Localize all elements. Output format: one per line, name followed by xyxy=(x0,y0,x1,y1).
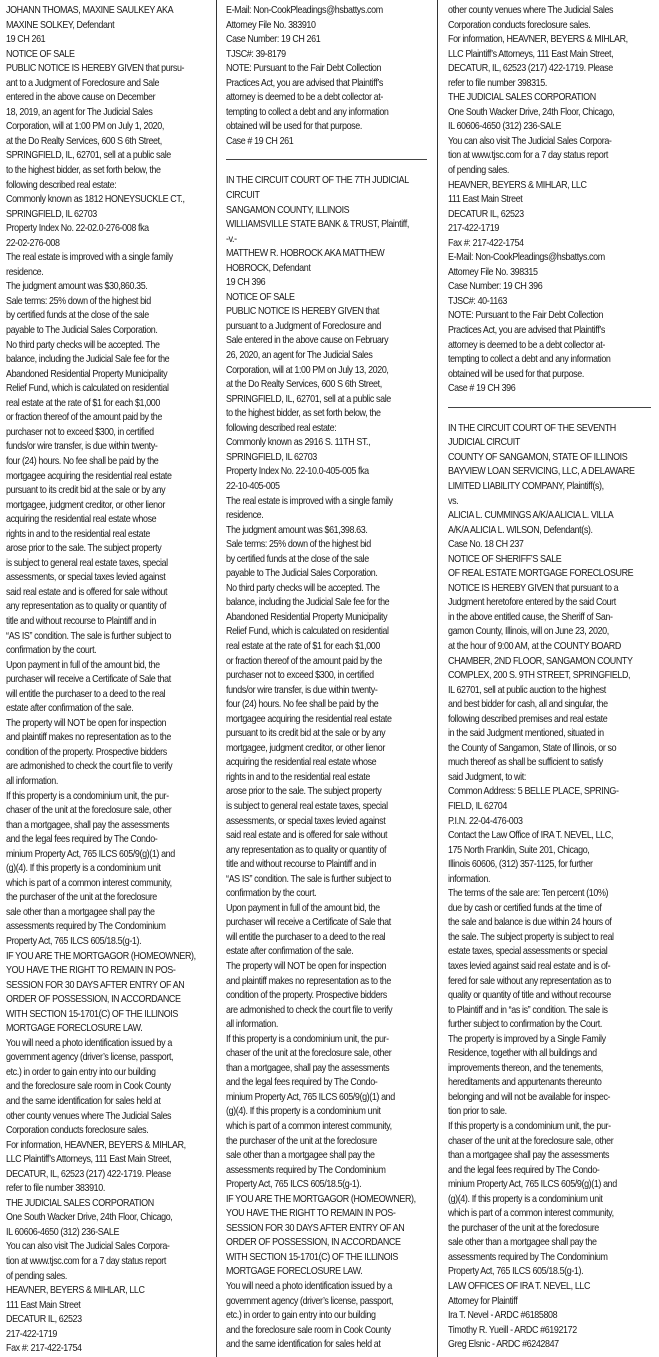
notice-text-line: residence. xyxy=(6,266,44,278)
notice-text-line: in the said Judgment mentioned, situated in xyxy=(448,728,604,740)
notice-text-line: information. xyxy=(448,873,491,885)
notice-text-line: DECATUR, IL, 62523 (217) 422-1719. Please xyxy=(448,63,613,75)
notice-text-line: title and without recourse to Plaintiff and in xyxy=(226,859,376,871)
notice-text-line: IL 60606-4650 (312) 236-SALE xyxy=(6,1226,120,1238)
notice-text-line: Sale terms: 25% down of the highest bid xyxy=(226,539,371,551)
notice-text-line: JOHANN THOMAS, MAXINE SAULKEY AKA xyxy=(6,5,174,16)
notice-text-line: Property Act, 765 ILCS 605/18.5(g-1). xyxy=(6,936,142,947)
notice-text-line: mortgagee, judgment creditor, or other lienor xyxy=(226,742,385,754)
notice-text-line: are admonished to check the court file to verify xyxy=(226,1004,393,1016)
notice-text-line: condition of the property. Prospective bidders xyxy=(6,746,167,758)
notice-text-line: and the legal fees required by The Condo- xyxy=(226,1077,378,1089)
notice-text-line: purchaser will receive a Certificate of Sale that xyxy=(226,917,391,929)
notice-text-line: or fraction thereof of the amount paid by the xyxy=(226,655,382,667)
notice-text-line: Sale entered in the above cause on February xyxy=(226,335,389,347)
notice-text-line: No third party checks will be accepted. The xyxy=(6,339,160,351)
notice-text-line: tion at www.tjsc.com for a 7 day status report xyxy=(6,1256,167,1268)
column-1 xyxy=(0,0,216,1357)
notice-text-line: LIMITED LIABILITY COMPANY, Plaintiff(s), xyxy=(448,480,604,492)
notice-text-line: the sale and balance is due within 24 hours of xyxy=(448,917,612,929)
notice-text-line: If this property is a condominium unit, the pur- xyxy=(226,1033,389,1045)
notice-text-line: “AS IS” condition. The sale is further subject to xyxy=(6,630,172,642)
notice-text-line: and plaintiff makes no representation as to the xyxy=(6,732,171,744)
notice-text-line: rights in and to the residential real estate xyxy=(6,528,150,540)
notice-text-line: minium Property Act, 765 ILCS 605/9(g)(1) and xyxy=(6,848,175,860)
notice-text-line: Attorney File No. 398315 xyxy=(448,266,538,278)
notice-text-line: is subject to general real estate taxes, special xyxy=(226,800,388,812)
notice-text-line: 19 CH 261 xyxy=(6,34,46,46)
notice-text-line: Fax #: 217-422-1754 xyxy=(6,1343,82,1355)
notice-text-line: confirmation by the court. xyxy=(226,888,317,900)
notice-text-line: tion at www.tjsc.com for a 7 day status report xyxy=(448,150,609,162)
notice-text-line: Attorney File No. 383910 xyxy=(226,19,316,31)
notice-text-line: chaser of the unit at the foreclosure sale, other xyxy=(226,1048,392,1060)
notice-text-line: Corporation conducts foreclosure sales. xyxy=(6,1125,149,1137)
notice-text-line: real estate at the rate of $1 for each $1,000 xyxy=(226,640,380,652)
notice-text-line: the purchaser of the unit at the foreclosure xyxy=(6,892,157,904)
notice-text-line: Contact the Law Office of IRA T. NEVEL, LLC, xyxy=(448,830,613,842)
notice-text-line: pursuant to its credit bid at the sale or by any xyxy=(6,485,166,497)
notice-text-line: OF REAL ESTATE MORTGAGE FORECLOSURE xyxy=(448,568,634,580)
notice-text-line: and the legal fees required by The Condo- xyxy=(6,834,158,846)
notice-text-line: said real estate and is offered for sale without xyxy=(6,586,168,598)
notice-text-line: which is part of a common interest community, xyxy=(448,1208,614,1220)
notice-text-line: IF YOU ARE THE MORTGAGOR (HOMEOWNER), xyxy=(226,1193,416,1205)
notice-text-line: improvements thereon, and the tenements, xyxy=(448,1062,603,1074)
notice-text-line: Relief Fund, which is calculated on residential xyxy=(6,383,169,395)
notice-text-line: The property is improved by a Single Family xyxy=(448,1033,606,1045)
notice-text-line: THE JUDICIAL SALES CORPORATION xyxy=(448,92,596,104)
notice-text-line: all information. xyxy=(6,775,58,787)
notice-text-line: For information, HEAVNER, BEYERS & MIHLAR, xyxy=(6,1139,186,1151)
notice-text-line: DECATUR, IL, 62523 (217) 422-1719. Please xyxy=(6,1168,171,1180)
notice-text-line: is subject to general real estate taxes, special xyxy=(6,557,168,569)
notice-text-line: purchaser not to exceed $300, in certified xyxy=(6,426,154,438)
notice-text-line: IN THE CIRCUIT COURT OF THE 7TH JUDICIAL xyxy=(226,175,409,187)
notice-text-line: COMPLEX, 200 S. 9TH STREET, SPRINGFIELD, xyxy=(448,670,631,682)
notice-text-line: MORTGAGE FORECLOSURE LAW. xyxy=(226,1266,363,1278)
column-3 xyxy=(437,0,659,1357)
notice-text-line: than a mortgagee shall pay the assessments xyxy=(448,1150,610,1162)
notice-text-line: and the foreclosure sale room in Cook County xyxy=(6,1081,171,1093)
notice-text-line: SPRINGFIELD, IL 62703 xyxy=(6,208,97,220)
notice-text-line: belonging and will not be available for inspec- xyxy=(448,1091,611,1103)
notice-text-line: SESSION FOR 30 DAYS AFTER ENTRY OF AN xyxy=(6,979,185,991)
notice-text-line: refer to file number 398315. xyxy=(448,77,547,89)
notice-text-line: You will need a photo identification issued by a xyxy=(6,1037,172,1049)
notice-text-line: One South Wacker Drive, 24th Floor, Chicago, xyxy=(6,1212,173,1224)
notice-text-line: acquiring the residential real estate whose xyxy=(6,514,157,526)
notice-text-line: Corporation conducts foreclosure sales. xyxy=(448,19,591,31)
notice-text-line: in the above entitled cause, the Sheriff of San- xyxy=(448,611,613,623)
notice-text-line: PUBLIC NOTICE IS HEREBY GIVEN that xyxy=(226,306,380,318)
notice-text-line: minium Property Act, 765 ILCS 605/9(g)(1) and xyxy=(226,1091,395,1103)
notice-text-line: 111 East Main Street xyxy=(448,194,523,206)
notice-text-line: further subject to confirmation by the Court. xyxy=(448,1019,602,1031)
notice-text-line: TJSC#: 40-1163 xyxy=(448,295,507,307)
notice-text-line: Ira T. Nevel - ARDC #6185808 xyxy=(448,1310,558,1322)
notice-text-line: government agency (driver’s license, passport, xyxy=(6,1052,174,1064)
notice-text-line: Residence, together with all buildings and xyxy=(448,1048,597,1060)
notice-separator-rule xyxy=(226,159,427,160)
notice-text-line: Judgment heretofore entered by the said Court xyxy=(448,597,616,609)
notice-text-line: 26, 2020, an agent for The Judicial Sales xyxy=(226,350,373,362)
notice-text-line: MAXINE SOLKEY, Defendant xyxy=(6,19,115,31)
notice-text-line: Commonly known as 1812 HONEYSUCKLE CT., xyxy=(6,194,185,206)
notice-text-line: said Judgment, to wit: xyxy=(448,771,526,783)
notice-text-line: to Plaintiff and in “as is” condition. The sale is xyxy=(448,1004,608,1016)
notice-text-line: The judgment amount was $61,398.63. xyxy=(226,524,368,536)
notice-text-line: Case # 19 CH 396 xyxy=(448,383,516,395)
notice-text-line: the sale. The subject property is subject to real xyxy=(448,931,614,943)
notice-text-line: the purchaser of the unit at the foreclosure xyxy=(226,1135,377,1147)
notice-text-line: ALICIA L. CUMMINGS A/K/A ALICIA L. VILLA xyxy=(448,510,614,522)
notice-text-line: LLC Plaintiff’s Attorneys, 111 East Main Street, xyxy=(448,48,614,60)
notice-text-line: will entitle the purchaser to a deed to the real xyxy=(226,931,386,943)
notice-text-line: CHAMBER, 2ND FLOOR, SANGAMON COUNTY xyxy=(448,655,633,667)
notice-text-line: gamon County, Illinois, will on June 23, 2020, xyxy=(448,626,609,638)
column-2 xyxy=(216,0,437,1357)
notice-text-line: Upon payment in full of the amount bid, the xyxy=(6,659,160,671)
notice-text-line: Property Index No. 22-02.0-276-008 fka xyxy=(6,223,149,235)
notice-text-line: will entitle the purchaser to a deed to the real xyxy=(6,688,166,700)
notice-text-line: assessments, or special taxes levied against xyxy=(6,572,166,584)
notice-text-line: The judgment amount was $30,860.35. xyxy=(6,281,148,293)
notice-text-line: NOTICE OF SALE xyxy=(226,291,295,303)
notice-text-line: taxes levied against said real estate and is of- xyxy=(448,961,611,972)
notice-text-line: THE JUDICIAL SALES CORPORATION xyxy=(6,1197,154,1209)
notice-text-line: balance, including the Judicial Sale fee for the xyxy=(6,354,170,366)
notice-separator-rule xyxy=(448,407,651,408)
notice-text-line: hereditaments and appurtenants thereunto xyxy=(448,1077,602,1089)
notice-text-line: (g)(4). If this property is a condominium unit xyxy=(226,1106,381,1118)
notice-text-line: following described premises and real estate xyxy=(448,713,608,725)
notice-text-line: The terms of the sale are: Ten percent (10%) xyxy=(448,888,609,900)
notice-text-line: ant to a Judgment of Foreclosure and Sale xyxy=(6,77,160,89)
notice-text-line: E-Mail: Non-CookPleadings@hsbattys.com xyxy=(448,252,605,264)
notice-text-line: DECATUR IL, 62523 xyxy=(6,1314,82,1326)
notice-text-line: One South Wacker Drive, 24th Floor, Chicago, xyxy=(448,106,615,118)
notice-text-line: four (24) hours. No fee shall be paid by the xyxy=(226,699,379,711)
notice-text-line: ORDER OF POSSESSION, IN ACCORDANCE xyxy=(6,994,181,1006)
notice-text-line: Case No. 18 CH 237 xyxy=(448,539,524,551)
notice-text-line: 217-422-1719 xyxy=(6,1328,58,1340)
notice-text-line: (g)(4). If this property is a condominium unit xyxy=(6,863,161,875)
notice-text-line: WITH SECTION 15-1701(C) OF THE ILLINOIS xyxy=(226,1251,398,1263)
notice-text-line: COUNTY OF SANGAMON, STATE OF ILLINOIS xyxy=(448,451,628,463)
notice-text-line: MORTGAGE FORECLOSURE LAW. xyxy=(6,1023,143,1035)
notice-text-line: following described real estate: xyxy=(6,179,117,191)
notice-text-line: 217-422-1719 xyxy=(448,223,500,235)
notice-text-line: by certified funds at the close of the sale xyxy=(6,310,149,322)
notice-text-line: any representation as to quality or quantity of xyxy=(226,844,387,856)
notice-text-line: The real estate is improved with a single family xyxy=(6,252,173,264)
notice-text-line: chaser of the unit at the foreclosure sale, other xyxy=(6,805,172,817)
notice-text-line: Property Index No. 22-10.0-405-005 fka xyxy=(226,466,369,478)
notice-text-line: MATTHEW R. HOBROCK AKA MATTHEW xyxy=(226,248,385,260)
notice-text-line: NOTICE IS HEREBY GIVEN that pursuant to a xyxy=(448,582,619,594)
notice-text-line: Abandoned Residential Property Municipality xyxy=(226,611,388,623)
notice-text-line: You will need a photo identification issued by a xyxy=(226,1281,392,1293)
notice-text-line: purchaser will receive a Certificate of Sale that xyxy=(6,674,171,686)
notice-text-line: SPRINGFIELD, IL, 62701, sell at a public sale xyxy=(226,393,391,405)
notice-text-line: Commonly known as 2916 S. 11TH ST., xyxy=(226,437,371,449)
notice-text-line: IF YOU ARE THE MORTGAGOR (HOMEOWNER), xyxy=(6,950,196,962)
notice-text-line: You can also visit The Judicial Sales Corpora- xyxy=(448,135,612,147)
notice-text-line: -v.- xyxy=(226,233,237,245)
notice-text-line: funds/or wire transfer, is due within twenty- xyxy=(6,441,158,453)
notice-text-line: tempting to collect a debt and any information xyxy=(226,106,389,118)
notice-text-line: minium Property Act, 765 ILCS 605/9(g)(1) and xyxy=(448,1179,617,1191)
notice-text-line: 111 East Main Street xyxy=(6,1299,81,1311)
notice-text-line: title and without recourse to Plaintiff and in xyxy=(6,615,156,627)
notice-text-line: A/K/A ALICIA L. WILSON, Defendant(s). xyxy=(448,524,593,536)
notice-text-line: all information. xyxy=(226,1019,278,1031)
notice-text-line: mortgagee, judgment creditor, or other lienor xyxy=(6,499,165,511)
notice-text-line: confirmation by the court. xyxy=(6,645,97,657)
notice-text-line: NOTICE OF SALE xyxy=(6,48,75,60)
notice-text-line: Greg Elsnic - ARDC #6242847 xyxy=(448,1339,559,1351)
notice-text-line: real estate at the rate of $1 for each $1,000 xyxy=(6,397,160,409)
notice-text-line: E-Mail: Non-CookPleadings@hsbattys.com xyxy=(226,5,383,16)
notice-text-line: Sale terms: 25% down of the highest bid xyxy=(6,295,151,307)
notice-text-line: HEAVNER, BEYERS & MIHLAR, LLC xyxy=(6,1285,145,1297)
notice-text-line: funds/or wire transfer, is due within twenty- xyxy=(226,684,378,696)
notice-text-line: You can also visit The Judicial Sales Corpora- xyxy=(6,1241,170,1253)
notice-text-line: 19 CH 396 xyxy=(226,277,266,289)
notice-text-line: WILLIAMSVILLE STATE BANK & TRUST, Plaintiff, xyxy=(226,219,409,231)
notice-text-line: much thereof as shall be sufficient to satisfy xyxy=(448,757,603,769)
notice-text-line: CIRCUIT xyxy=(226,190,260,202)
notice-text-line: attorney is deemed to be a debt collector at- xyxy=(448,339,605,351)
notice-text-line: Property Act, 765 ILCS 605/18.5(g-1). xyxy=(226,1179,362,1191)
notice-text-line: Corporation, will at 1:00 PM on July 13, 2020, xyxy=(226,364,389,376)
notice-text-line: payable to The Judicial Sales Corporation. xyxy=(226,568,378,580)
notice-text-line: other county venues where The Judicial Sales xyxy=(448,5,614,16)
legal-notice-block xyxy=(448,422,657,1353)
notice-text-line: balance, including the Judicial Sale fee for the xyxy=(226,597,390,609)
notice-text-line: etc.) in order to gain entry into our building xyxy=(6,1066,156,1078)
notice-text-line: attorney is deemed to be a debt collector at- xyxy=(226,92,383,104)
notice-text-line: purchaser not to exceed $300, in certified xyxy=(226,670,374,682)
notice-text-line: tempting to collect a debt and any information xyxy=(448,354,611,366)
notice-text-line: due by cash or certified funds at the time of xyxy=(448,902,602,914)
notice-text-line: and the foreclosure sale room in Cook County xyxy=(226,1324,391,1336)
notice-text-line: DECATUR IL, 62523 xyxy=(448,208,524,220)
notice-text-line: BAYVIEW LOAN SERVICING, LLC, A DELAWARE xyxy=(448,466,635,478)
notice-text-line: arose prior to the sale. The subject property xyxy=(226,786,382,798)
notice-text-line: of pending sales. xyxy=(448,165,509,177)
notice-text-line: P.I.N. 22-04-476-003 xyxy=(448,815,523,827)
notice-text-line: Abandoned Residential Property Municipality xyxy=(6,368,168,380)
notice-text-line: NOTE: Pursuant to the Fair Debt Collection xyxy=(448,310,604,322)
notice-text-line: acquiring the residential real estate whose xyxy=(226,757,377,769)
notice-text-line: pursuant to its credit bid at the sale or by any xyxy=(226,728,386,740)
notice-text-line: assessments required by The Condominium xyxy=(6,921,166,933)
notice-text-line: four (24) hours. No fee shall be paid by the xyxy=(6,455,159,467)
notice-text-line: If this property is a condominium unit, the pur- xyxy=(6,790,169,802)
notice-text-line: LLC Plaintiff’s Attorneys, 111 East Main Street, xyxy=(6,1154,172,1166)
notice-text-line: sale other than a mortgagee shall pay the xyxy=(6,906,155,918)
notice-text-line: The property will NOT be open for inspection xyxy=(226,961,387,972)
notice-text-line: 22-10-405-005 xyxy=(226,480,280,492)
notice-text-line: the purchaser of the unit at the foreclosure xyxy=(448,1222,599,1234)
notice-text-line: the County of Sangamon, State of Illinois, or so xyxy=(448,742,617,754)
notice-text-line: and best bidder for cash, all and singular, the xyxy=(448,699,608,711)
notice-text-line: said real estate and is offered for sale without xyxy=(226,830,388,842)
notice-text-line: and plaintiff makes no representation as to the xyxy=(226,975,391,987)
notice-text-line: at the hour of 9:00 AM, at the COUNTY BOARD xyxy=(448,640,621,652)
legal-notice-block xyxy=(226,174,433,1352)
notice-text-line: Property Act, 765 ILCS 605/18.5(g-1). xyxy=(448,1266,584,1278)
notice-text-line: are admonished to check the court file to verify xyxy=(6,761,173,773)
notice-text-line: HOBROCK, Defendant xyxy=(226,262,311,274)
notice-text-line: and the same identification for sales held at xyxy=(226,1339,381,1351)
notice-text-line: refer to file number 383910. xyxy=(6,1183,105,1195)
notice-text-line: vs. xyxy=(448,495,459,507)
notice-text-line: Upon payment in full of the amount bid, the xyxy=(226,902,380,914)
notice-text-line: tion prior to sale. xyxy=(448,1106,507,1118)
notice-text-line: YOU HAVE THE RIGHT TO REMAIN IN POS- xyxy=(226,1208,396,1220)
notice-text-line: arose prior to the sale. The subject property xyxy=(6,543,162,555)
notice-text-line: Illinois 60606, (312) 357-1125, for further xyxy=(448,859,593,871)
notice-text-line: 22-02-276-008 xyxy=(6,237,60,249)
notice-text-line: Relief Fund, which is calculated on residential xyxy=(226,626,389,638)
notice-text-line: payable to The Judicial Sales Corporation. xyxy=(6,325,158,337)
notice-text-line: Common Address: 5 BELLE PLACE, SPRING- xyxy=(448,786,619,798)
notice-text-line: residence. xyxy=(226,510,264,522)
notice-text-line: NOTE: Pursuant to the Fair Debt Collection xyxy=(226,63,382,75)
notice-text-line: pursuant to a Judgment of Foreclosure and xyxy=(226,320,382,332)
notice-text-line: SPRINGFIELD, IL, 62701, sell at a public sale xyxy=(6,150,171,162)
notice-text-line: estate taxes, special assessments or special xyxy=(448,946,608,958)
notice-text-line: The real estate is improved with a single family xyxy=(226,495,393,507)
notice-text-line: (g)(4). If this property is a condominium unit xyxy=(448,1193,603,1205)
notice-text-line: by certified funds at the close of the sale xyxy=(226,553,369,565)
notice-text-line: LAW OFFICES OF IRA T. NEVEL, LLC xyxy=(448,1281,591,1293)
notice-text-line: and the legal fees required by The Condo- xyxy=(448,1164,600,1176)
notice-text-line: Practices Act, you are advised that Plaintiff’s xyxy=(448,325,605,337)
notice-text-line: assessments required by The Condominium xyxy=(226,1164,386,1176)
legal-notice-block xyxy=(226,4,433,149)
notice-text-line: JUDICIAL CIRCUIT xyxy=(448,437,520,449)
notice-text-line: For information, HEAVNER, BEYERS & MIHLAR, xyxy=(448,34,628,46)
notice-text-line: assessments required by The Condominium xyxy=(448,1251,608,1263)
notice-text-line: Case # 19 CH 261 xyxy=(226,135,294,147)
notice-text-line: assessments, or special taxes levied against xyxy=(226,815,386,827)
notice-text-line: Corporation, will at 1:00 PM on July 1, 2020, xyxy=(6,121,164,133)
notice-text-line: SPRINGFIELD, IL 62703 xyxy=(226,451,317,463)
notice-text-line: any representation as to quality or quantity of xyxy=(6,601,167,613)
notice-text-line: FIELD, IL 62704 xyxy=(448,800,507,812)
notice-text-line: to the highest bidder, as set forth below, the xyxy=(226,408,381,420)
notice-text-line: than a mortgagee, shall pay the assessments xyxy=(6,819,170,831)
notice-text-line: obtained will be used for that purpose. xyxy=(448,368,584,380)
notice-text-line: other county venues where The Judicial Sales xyxy=(6,1110,172,1122)
notice-text-line: SANGAMON COUNTY, ILLINOIS xyxy=(226,204,350,216)
notice-text-line: entered in the above cause on December xyxy=(6,92,156,104)
notice-text-line: IN THE CIRCUIT COURT OF THE SEVENTH xyxy=(448,422,616,434)
notice-text-line: rights in and to the residential real estate xyxy=(226,771,370,783)
notice-text-line: mortgagee acquiring the residential real estate xyxy=(226,713,392,725)
notice-text-line: Case Number: 19 CH 396 xyxy=(448,281,543,293)
notice-text-line: which is part of a common interest community, xyxy=(226,1121,392,1133)
notice-text-line: Attorney for Plaintiff xyxy=(448,1295,518,1307)
notice-text-line: sale other than a mortgagee shall pay the xyxy=(448,1237,597,1249)
notice-text-line: following described real estate: xyxy=(226,422,337,434)
notice-text-line: estate after confirmation of the sale. xyxy=(6,703,134,715)
legal-notice-block xyxy=(6,4,212,1357)
notice-text-line: PUBLIC NOTICE IS HEREBY GIVEN that pursu- xyxy=(6,63,185,75)
notice-text-line: SESSION FOR 30 DAYS AFTER ENTRY OF AN xyxy=(226,1222,405,1234)
notice-text-line: at the Do Realty Services, 600 S 6th Street, xyxy=(6,135,162,147)
notice-text-line: Timothy R. Yueill - ARDC #6192172 xyxy=(448,1324,577,1336)
notice-text-line: The property will NOT be open for inspection xyxy=(6,717,167,729)
notice-text-line: ORDER OF POSSESSION, IN ACCORDANCE xyxy=(226,1237,401,1249)
notice-text-line: YOU HAVE THE RIGHT TO REMAIN IN POS- xyxy=(6,965,176,977)
notice-text-line: mortgagee acquiring the residential real estate xyxy=(6,470,172,482)
notice-text-line: IL 60606-4650 (312) 236-SALE xyxy=(448,121,562,133)
notice-text-line: sale other than a mortgagee shall pay the xyxy=(226,1150,375,1162)
notice-text-line: or fraction thereof of the amount paid by the xyxy=(6,412,162,424)
notice-text-line: HEAVNER, BEYERS & MIHLAR, LLC xyxy=(448,179,587,191)
notice-text-line: government agency (driver’s license, passport, xyxy=(226,1295,394,1307)
notice-text-line: Practices Act, you are advised that Plaintiff’s xyxy=(226,77,383,89)
notice-text-line: 18, 2019, an agent for The Judicial Sales xyxy=(6,106,153,118)
notice-text-line: estate after confirmation of the sale. xyxy=(226,946,354,958)
notice-text-line: obtained will be used for that purpose. xyxy=(226,121,362,133)
notice-text-line: fered for sale without any representation as to xyxy=(448,975,612,987)
notice-text-line: If this property is a condominium unit, the pur- xyxy=(448,1121,611,1133)
notice-text-line: to the highest bidder, as set forth below, the xyxy=(6,165,161,177)
notice-text-line: etc.) in order to gain entry into our building xyxy=(226,1310,376,1322)
notice-text-line: Fax #: 217-422-1754 xyxy=(448,237,524,249)
notice-text-line: No third party checks will be accepted. The xyxy=(226,582,380,594)
notice-text-line: and the same identification for sales held at xyxy=(6,1096,161,1108)
notice-text-line: Case Number: 19 CH 261 xyxy=(226,34,321,46)
notice-text-line: IL 62701, sell at public auction to the highest xyxy=(448,684,606,696)
notice-text-line: “AS IS” condition. The sale is further subject to xyxy=(226,873,392,885)
legal-notice-block xyxy=(448,4,657,397)
notice-text-line: TJSC#: 39-8179 xyxy=(226,48,286,60)
notice-text-line: than a mortgagee, shall pay the assessments xyxy=(226,1062,390,1074)
notice-text-line: NOTICE OF SHERIFF’S SALE xyxy=(448,553,562,565)
notice-text-line: of pending sales. xyxy=(6,1270,67,1282)
notice-text-line: chaser of the unit at the foreclosure sale, other xyxy=(448,1135,614,1147)
notice-text-line: WITH SECTION 15-1701(C) OF THE ILLINOIS xyxy=(6,1008,178,1020)
notice-text-line: which is part of a common interest community, xyxy=(6,877,172,889)
notice-text-line: quality or quantity of title and without recourse xyxy=(448,990,611,1002)
notice-text-line: at the Do Realty Services, 600 S 6th Street, xyxy=(226,379,382,391)
notice-text-line: condition of the property. Prospective bidders xyxy=(226,990,387,1002)
notice-text-line: 175 North Franklin, Suite 201, Chicago, xyxy=(448,844,590,856)
